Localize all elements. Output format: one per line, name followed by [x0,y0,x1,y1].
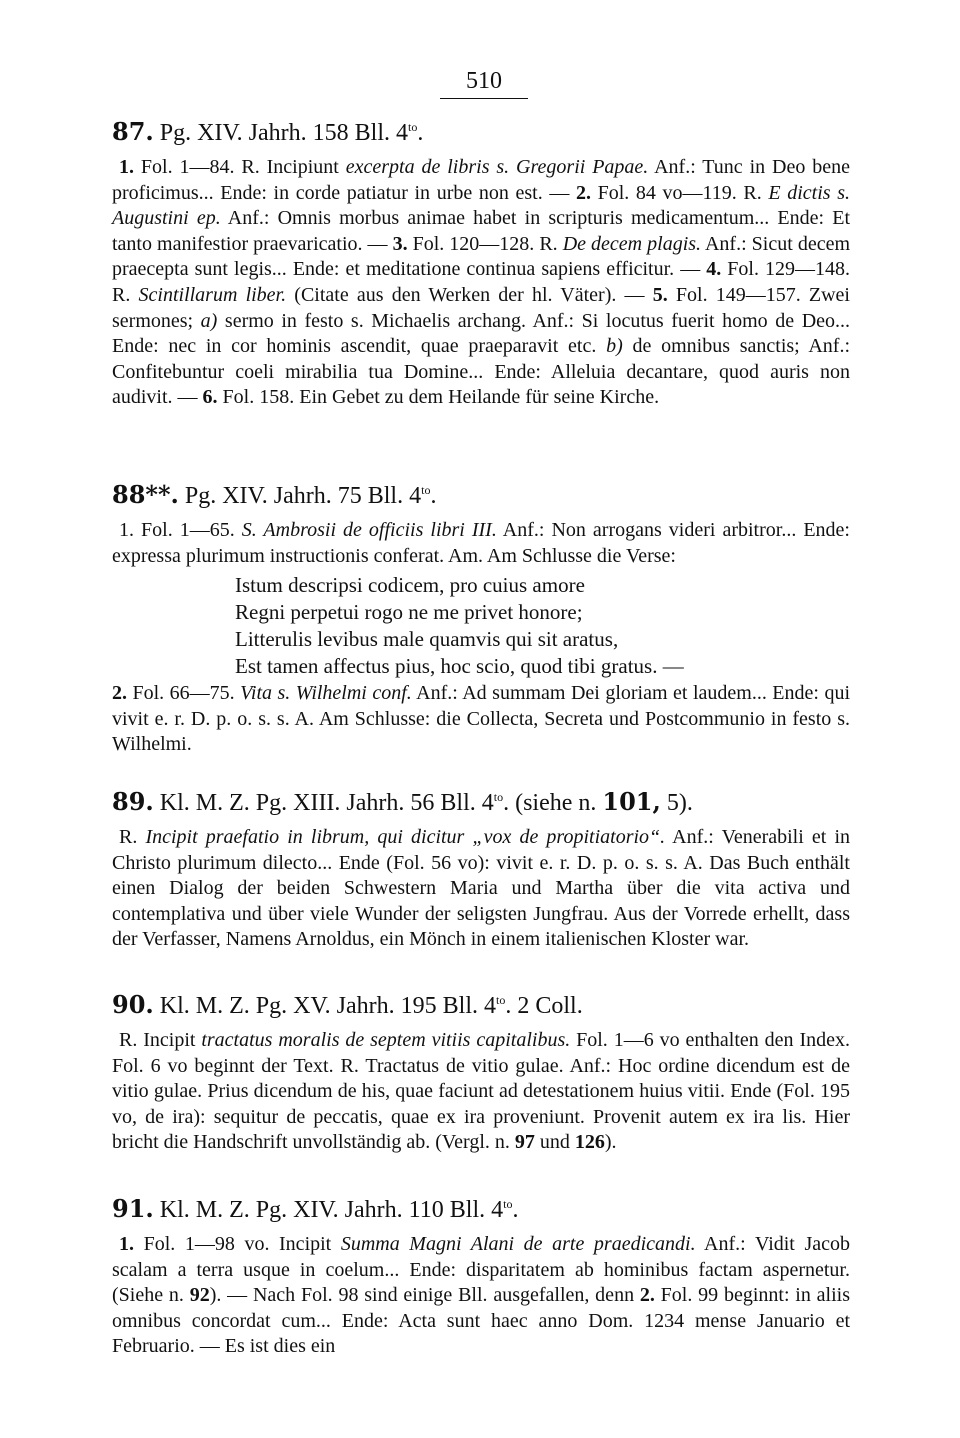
italic-run: excerpta de libris s. Gregorii Papae. [345,156,649,178]
text-run: R. [119,826,146,848]
bold-run: 3. [392,232,408,255]
italic-run: tractatus moralis de septem vitiis capitalibus. [201,1029,571,1051]
entry-paragraph [112,1232,850,1360]
entry-heading-text: Kl. M. Z. Pg. XIII. Jahrh. 56 Bll. 4 [159,790,494,816]
entry-paragraph [112,825,850,953]
text-run: Fol. 1—84. R. Incipiunt [134,156,346,178]
entry-body [112,518,850,758]
bold-run: 2. [575,181,591,204]
entry-paragraph [112,1028,850,1156]
entry-paragraph [112,155,850,411]
entry-body [112,825,850,953]
text-run: Anf.: Venerabili et in Christo plurimum dilecto... Ende (Fol. 56 vo): vivit e. r. D. p. o. s. s. A. Das Buch enthält einen Dialog der beiden Schwestern Maria und Martha über die vita activa und contemplativa und über viele Wunder der seligsten Jungfrau. Aus der Vorrede erhellt, dass der Verfasser, Namens Arnoldus, ein Mönch in einem italienischen Kloster war. [112,826,850,951]
text-run: ). — Nach Fol. 98 sind einige Bll. ausgefallen, denn [209,1284,640,1307]
entry-body [112,1232,850,1360]
bold-run: 4. [706,258,722,281]
format-superscript: to [503,1197,513,1211]
italic-run: S. Ambrosii de officiis libri III. [241,519,497,541]
verse-block [235,572,850,680]
text-run: und [534,1131,575,1154]
text-run: (Citate aus den Werken der hl. Väter). — [286,283,653,306]
entry-heading [112,480,850,511]
verse-line: Regni perpetui rogo ne me privet honore; [235,600,583,625]
entry-paragraph [112,681,850,758]
italic-run: Vita s. Wilhelmi conf. [240,682,412,705]
text-run: Anf.: Tunc in Deo bene proficimus... Ende: in corde patiatur in urbe non est. — [112,156,850,204]
bold-run: 6. [202,386,218,409]
text-run: Fol. 1—6 vo enthalten den Index. Fol. 6 vo beginnt der Text. R. Tractatus de vitio gulae. Anf.: Hoc ordine dicendum est de vitio gulae. Prius dicendum de his, quae faciunt ad detestationem huius vitii. Ende (Fol. 195 vo, de ira): sequitur de peccatis, quae ex ira proveniunt. Provenit autem ex ira lis. Hier bricht die Handschrift unvollständig ab. (Vergl. n. [112,1029,850,1154]
entry-heading-end: . [417,120,424,146]
text-run: Anf.: Ad summam Dei gloriam et laudem... Ende: qui vivit e. r. D. p. o. s. s. A. Am Schlusse: die Collecta, Secreta und Postcommunio in festo s. Wilhelmi. [112,682,851,756]
format-superscript: to [496,993,506,1007]
entry-number: 90. [112,990,154,1019]
italic-run: Scintillarum liber. [138,283,287,306]
entry-90 [112,990,850,1156]
entry-body [112,155,850,411]
verse-line: Litterulis levibus male quamvis qui sit aratus, [235,627,619,652]
entry-heading [112,1194,850,1225]
entry-87 [112,117,850,411]
text-run: Anf.: Sicut decem praecepta sunt legis... Ende: et meditatione continua sapiens efficitur. — [112,232,851,281]
bold-run: 97 [514,1131,535,1154]
text-run: Fol. 120—128. R. [407,232,563,255]
italic-run: De decem plagis. [562,232,702,255]
italic-run: E dictis s. Augustini ep. [112,181,850,230]
entry-heading [112,787,850,818]
bold-run: 1. [119,1233,134,1255]
entry-heading [112,117,850,148]
text-run: ). [604,1131,617,1154]
entry-body [112,1028,850,1156]
bold-run: 2. [639,1284,655,1307]
entry-number: 91. [112,1194,154,1223]
text-run: Fol. 99 beginnt: in aliis omnibus concordat cum... Ende: Acta sunt haec anno Dom. 1234 mense Januario et Februario. — Es ist dies ein [112,1284,851,1358]
text-run: Fol. 149—157. Zwei sermones; [112,283,850,332]
entry-heading-end: . (siehe n. [503,790,603,816]
text-run: Fol. 129—148. R. [112,258,850,306]
entry-number: 89. [112,787,154,816]
entry-88 [112,480,850,758]
text-run: Fol. 66—75. [127,682,241,705]
text-run: sermo in festo s. Michaelis archang. Anf.: Si locutus fuerit homo de Deo... Ende: nec in cor hominis ascendit, quae praeparavit etc. [112,309,851,358]
text-run: R. Incipit [119,1029,202,1051]
entry-paragraph [112,518,850,569]
text-run: 1. Fol. 1—65. [119,519,242,541]
bold-run: 5. [652,283,668,306]
bold-run: 92 [189,1284,210,1307]
entry-heading-end: . [512,1197,519,1223]
entry-heading-end: . [430,483,437,509]
format-superscript: to [493,790,504,804]
cross-reference: 101, [602,787,661,816]
entry-number: 87. [112,117,154,146]
text-run: de omnibus sanctis; Anf.: Confitebuntur coeli mirabilia tua Domine... Ende: Alleluia decantare, quod auris non audivit. — [112,335,850,409]
verse-line: Est tamen affectus pius, hoc scio, quod tibi gratus. — [235,654,684,679]
bold-run: 1. [119,156,134,178]
italic-run: Incipit praefatio in librum, qui dicitur „vox de propitiatorio“. [145,826,666,848]
entry-heading-end: 5). [660,790,693,816]
text-run: Anf.: Omnis morbus animae habet in scripturis medicamentum... Ende: Et tanto manifestior praevaricatio. — [112,207,851,255]
entry-number: 88**. [112,480,179,509]
entry-91 [112,1194,850,1360]
text-run: Anf.: Non arrogans videri arbitror... Ende: expressa plurimum instructionis conferat. Am. Am Schlusse die Verse: [112,519,850,567]
entry-heading-end: . 2 Coll. [505,993,583,1019]
text-run: Fol. 158. Ein Gebet zu dem Heilande für seine Kirche. [217,386,660,409]
entry-heading-text: Pg. XIV. Jahrh. 75 Bll. 4 [184,483,422,509]
entry-heading-text: Pg. XIV. Jahrh. 158 Bll. 4 [159,120,409,146]
text-run: Fol. 1—98 vo. Incipit [134,1233,341,1255]
page-number: 510 [440,66,528,99]
bold-run: 126 [574,1131,605,1154]
italic-run: Summa Magni Alani de arte praedicandi. [340,1233,696,1255]
text-run: Anf.: Vidit Jacob scalam a terra usque in coelum... Ende: disparitatem ab hominibus factam aspernetur. (Siehe n. [112,1233,850,1307]
text-run: Fol. 84 vo—119. R. [590,181,769,204]
entry-heading-text: Kl. M. Z. Pg. XV. Jahrh. 195 Bll. 4 [159,993,497,1019]
verse-line: Istum descripsi codicem, pro cuius amore [235,573,585,598]
italic-run: a) [200,309,218,332]
italic-run: b) [606,335,623,358]
entry-heading-text: Kl. M. Z. Pg. XIV. Jahrh. 110 Bll. 4 [159,1197,504,1223]
format-superscript: to [421,483,431,497]
entry-89 [112,787,850,953]
format-superscript: to [408,120,418,134]
bold-run: 2. [112,682,127,705]
entry-heading [112,990,850,1021]
